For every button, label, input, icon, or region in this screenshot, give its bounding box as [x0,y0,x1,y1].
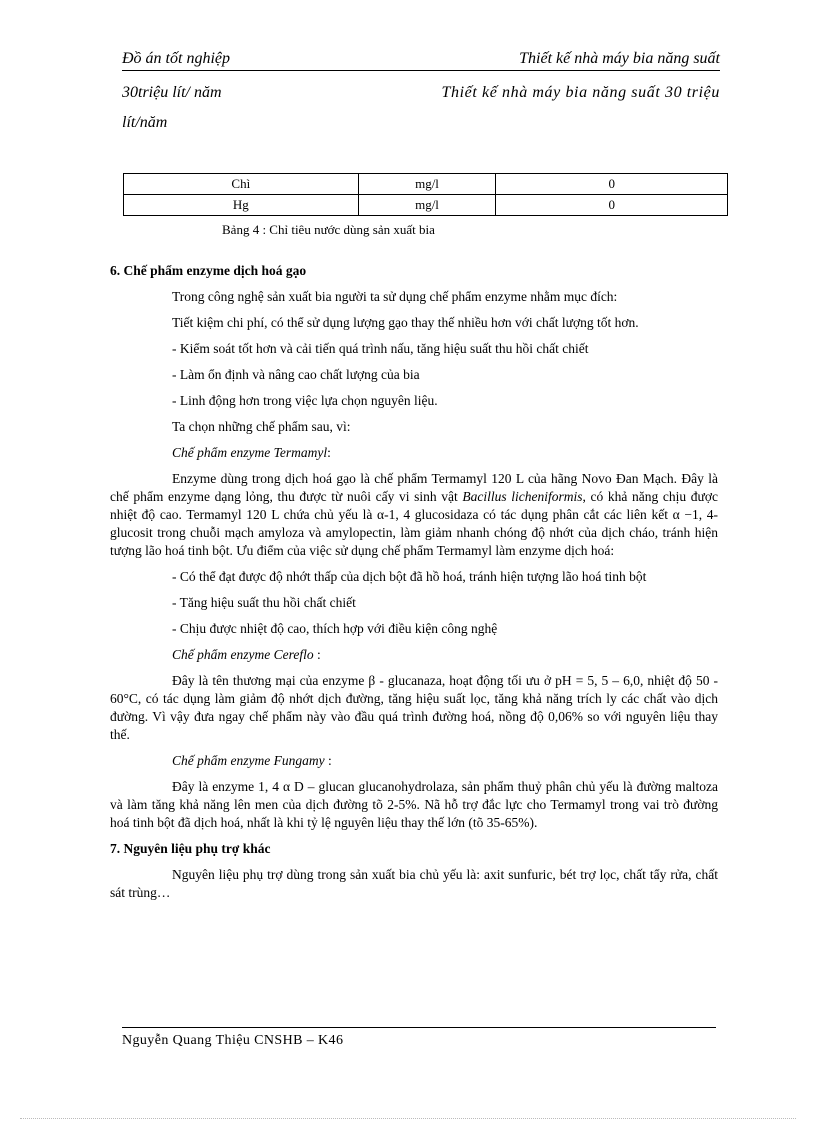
water-spec-table [123,173,728,216]
table-row [124,174,728,195]
bullet-item: - Linh động hơn trong việc lựa chọn nguyên liệu. [172,393,438,408]
header-left: Đồ án tốt nghiệp [122,50,230,67]
table-cell: mg/l [358,174,496,195]
termamyl-colon: : [327,445,331,460]
section-6-heading: 6. Chế phẩm enzyme dịch hoá gạo [110,263,307,278]
species-name: Bacillus licheniformis [462,489,583,504]
header-right: Thiết kế nhà máy bia năng suất [519,50,720,67]
table-cell: Chì [124,174,359,195]
paragraph: Tiết kiệm chi phí, có thể sử dụng lượng gạo thay thế nhiều hơn với chất lượng tốt hơn. [172,315,639,330]
table-cell: Hg [124,195,359,216]
cereflo-title: Chế phẩm enzyme Cereflo [172,647,314,662]
fungamy-paragraph: Đây là enzyme 1, 4 α D – glucan glucanohydrolaza, sản phẩm thuỷ phân chủ yếu là đường maltoza và làm tăng khả năng lên men của dịch đường tõ 2-5%. Nã hỗ trợ đắc lực cho Termamyl trong vai trò đường hoá tinh bột đã dịch hoá, nhất là khi tỷ lệ nguyên liệu thay thế lớn (tõ 35-65%). [110,779,718,830]
bullet-item: - Có thể đạt được độ nhớt thấp của dịch bột đã hồ hoá, tránh hiện tượng lão hoá tinh bột [172,569,647,584]
table-row [124,195,728,216]
termamyl-title: Chế phẩm enzyme Termamyl [172,445,328,460]
termamyl-paragraph [110,470,718,560]
page-bottom-divider [20,1118,796,1119]
table-caption: Bảng 4 : Chỉ tiêu nước dùng sản xuất bia [222,222,435,237]
termamyl-text-b: , có khả năng chịu được nhiệt độ cao. Termamyl 120 L chứa chủ yếu là α-1, 4 glucosidaza có tác dụng phân cắt các liên kết α −1, 4-glucosit trong chuỗi mạch amyloza và amylopectin, làm giảm nhanh chóng độ nhớt của dịch cháo, tránh hiện tượng lão hoá tinh bột. Ưu điểm của việc sử dụng chế phẩm Termamyl làm enzyme dịch hoá: [110,489,718,558]
section-7-heading: 7. Nguyên liệu phụ trợ khác [110,841,271,856]
subheading-cereflo [110,646,718,664]
termamyl-text-a: Enzyme dùng trong dịch hoá gạo là chế phẩm Termamyl 120 L của hãng Novo Đan Mạch. Đây là chế phẩm enzyme dạng lỏng, thu được từ nuôi cấy vi sinh vật [110,471,718,504]
running-header [122,50,720,71]
bullet-item: - Kiểm soát tốt hơn và cải tiến quá trình nấu, tăng hiệu suất thu hồi chất chiết [172,341,589,356]
fungamy-title: Chế phẩm enzyme Fungamy [172,753,325,768]
footer-divider [122,1027,716,1028]
table-cell: 0 [496,195,728,216]
cereflo-colon: : [313,647,321,662]
bullet-item: - Làm ổn định và nâng cao chất lượng của bia [172,367,420,382]
fungamy-colon: : [324,753,332,768]
bullet-item: - Tăng hiệu suất thu hồi chất chiết [172,595,356,610]
subheading-termamyl [110,444,718,462]
table-cell: mg/l [358,195,496,216]
body-text [110,262,718,910]
header-line2-right: Thiết kế nhà máy bia năng suất 30 triệu [441,84,720,101]
paragraph: Ta chọn những chế phẩm sau, vì: [172,419,351,434]
page-footer: Nguyễn Quang Thiệu CNSHB – K46 [122,1033,344,1048]
subheading-fungamy [110,752,718,770]
paragraph: Trong công nghệ sản xuất bia người ta sử dụng chế phẩm enzyme nhằm mục đích: [172,289,618,304]
paragraph: Nguyên liệu phụ trợ dùng trong sản xuất bia chủ yếu là: axit sunfuric, bét trợ lọc, chất tẩy rửa, chất sát trùng… [110,867,718,900]
header-line-3: lít/năm [122,114,168,131]
header-line2-left: 30triệu lít/ năm [122,84,222,101]
bullet-item: - Chịu được nhiệt độ cao, thích hợp với điều kiện công nghệ [172,621,498,636]
table-cell: 0 [496,174,728,195]
cereflo-paragraph: Đây là tên thương mại của enzyme β - glucanaza, hoạt động tối ưu ở pH = 5, 5 – 6,0, nhiệt độ 50 - 60°C, có tác dụng làm giảm độ nhớt dịch đường, tăng hiệu suất lọc, tăng khả năng trích ly các chất vào dịch đường. Vì vậy đưa ngay chế phẩm này vào đầu quá trình đường hoá, nồng độ 0,06% so với nguyên liệu thay thế. [110,673,718,742]
